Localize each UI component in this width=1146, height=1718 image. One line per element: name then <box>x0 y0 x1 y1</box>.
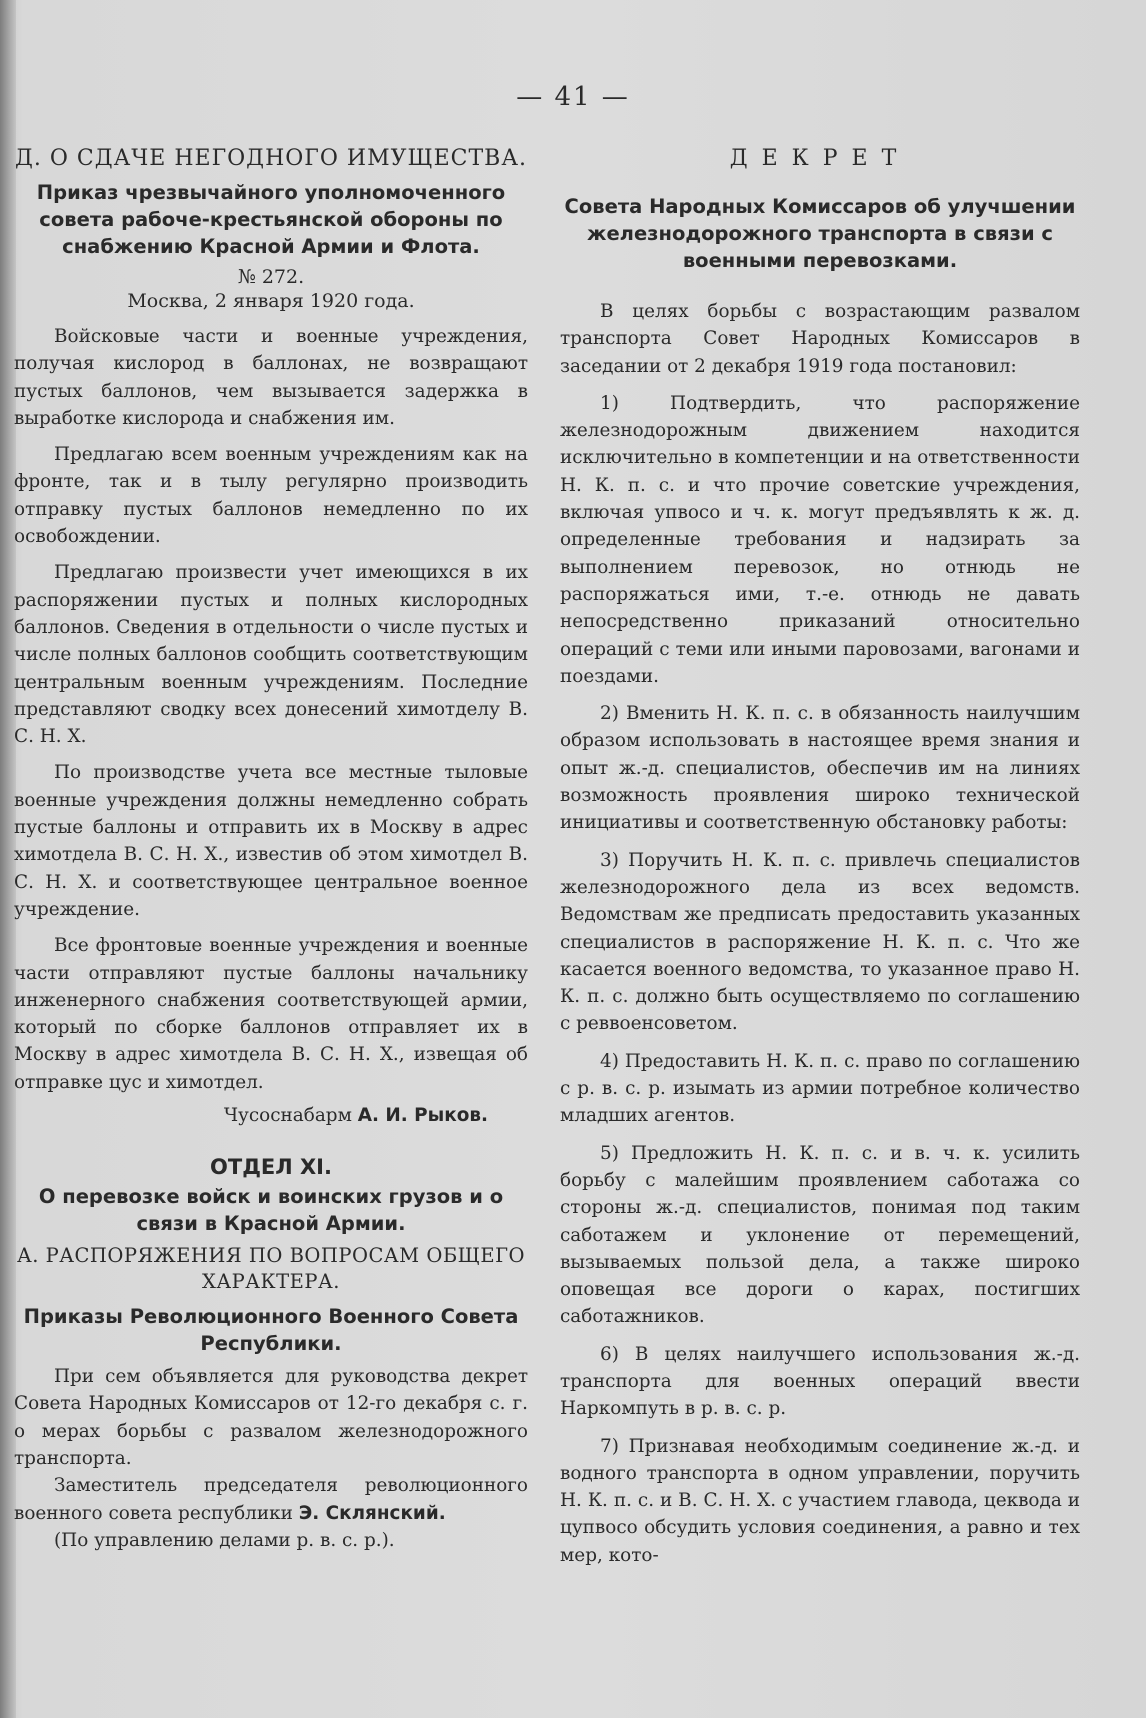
department-heading: ОТДЕЛ XI. <box>210 1155 332 1180</box>
deputy-text: Заместитель председателя революционного военного совета республики <box>14 1475 528 1524</box>
left-column <box>14 146 528 1554</box>
decree-item: 4) Предоставить Н. К. п. с. право по соглашению с р. в. с. р. изымать из армии потребное количество младших агентов. <box>560 1050 1080 1127</box>
deputy-name: Э. Склянский. <box>298 1502 446 1524</box>
decree-heading: Совета Народных Комиссаров об улучшении железнодорожного транспорта в связи с военными перевозками. <box>564 195 1076 272</box>
order-heading: Приказ чрезвычайного уполномоченного совета рабоче-крестьянской обороны по снабжению Красной Армии и Флота. <box>36 181 506 258</box>
orders-heading: Приказы Революционного Военного Совета Республики. <box>23 1305 519 1356</box>
decree-item: 7) Признавая необходимым соединение ж.-д. и водного транспорта в одном управлении, поручить Н. К. п. с. и В. С. Н. Х. с участием главода, цекводa и цупвосо обсудить условия соединения, а равно и тех мер, кото- <box>560 1435 1080 1566</box>
signature <box>14 1102 488 1129</box>
department-subtitle: О перевозке войск и воинских грузов и о связи в Красной Армии. <box>38 1185 504 1236</box>
paragraph: По производстве учета все местные тыловые военные учреждения должны немедленно собрать пустые баллоны и отправить их в Москву в адрес химотдела В. С. Н. Х., известив об этом химотдел В. С. Н. Х. и соответствующее центральное военное учреждение. <box>14 762 528 920</box>
subsection-title: А. РАСПОРЯЖЕНИЯ ПО ВОПРОСАМ ОБЩЕГО ХАРАКТЕРА. <box>16 1244 526 1294</box>
announcement: При сем объявляется для руководства декрет Совета Народных Комиссаров от 12-го декабря с. г. о мерах борьбы с развалом железнодорожного транспорта. <box>14 1366 528 1469</box>
signature-name: А. И. Рыков. <box>357 1105 488 1127</box>
decree-item: 6) В целях наилучшего использования ж.-д. транспорта для военных операций ввести Наркомпуть в р. в. с. р. <box>560 1343 1080 1420</box>
signature-role: Чусоснабарм <box>223 1105 352 1127</box>
paragraph: Все фронтовые военные учреждения и военные части отправляют пустые баллоны начальнику инженерного снабжения соответствующей армии, который по сборке баллонов отправляет их в Москву в адрес химотдела В. С. Н. Х., извещая об отправке цус и химотдел. <box>14 935 528 1093</box>
paragraph: Предлагаю всем военным учреждениям как на фронте, так и в тылу регулярно производить отправку пустых баллонов немедленно по их освобождении. <box>14 444 528 548</box>
right-column <box>560 146 1080 1579</box>
decree-title: ДЕКРЕТ <box>729 146 911 171</box>
decree-item: 1) Подтвердить, что распоряжение железнодорожным движением находится исключительно в компетенции и на ответственности Н. К. п. с. и что прочие советские учреждения, включая упвосо и ч. к. могут предъявлять к ж. д. определенные требования и надзирать за выполнением перевозок, но отнюдь не распоряжаться ими, т.-е. отнюдь не давать непосредственно приказаний относительно операций с теми или иными паровозами, вагонами и поездами. <box>560 392 1080 687</box>
order-number: № 272. <box>237 266 305 288</box>
decree-item: 3) Поручить Н. К. п. с. привлечь специалистов железнодорожного дела из всех ведомств. Ведомствам же предписать предоставить указанных специалистов в распоряжение Н. К. п. с. Что же касается военного ведомства, то указанное право Н. К. п. с. должно быть осуществляемо по соглашению с реввоенсоветом. <box>560 849 1080 1035</box>
decree-intro: В целях борьбы с возрастающим развалом транспорта Совет Народных Комиссаров в заседании от 2 декабря 1919 года постановил: <box>560 301 1080 377</box>
paragraph: Войсковые части и военные учреждения, получая кислород в баллонах, не возвращают пустых баллонов, чем вызывается задержка в выработке кислорода и снабжения им. <box>14 326 528 429</box>
deputy-signature <box>14 1472 528 1527</box>
decree-item: 2) Вменить Н. К. п. с. в обязанность наилучшим образом использовать в настоящее время знания и опыт ж.-д. специалистов, обеспечив им на линиях возможность проявления широко технической инициативы и соответственную обстановку работы: <box>560 703 1080 834</box>
section-title: Д. О СДАЧЕ НЕГОДНОГО ИМУЩЕСТВА. <box>15 146 527 171</box>
page-number: — 41 — <box>516 82 630 112</box>
place-date: Москва, 2 января 1920 года. <box>127 290 415 312</box>
paragraph: Предлагаю произвести учет имеющихся в их распоряжении пустых и полных кислородных баллонов. Сведения в отдельности о числе пустых и числе полных баллонов сообщить соответствующим центральным военным учреждениям. Последние представляют сводку всех донесений химотделу В. С. Н. Х. <box>14 562 528 748</box>
note: (По управлению делами р. в. с. р.). <box>54 1529 395 1551</box>
decree-item: 5) Предложить Н. К. п. с. и в. ч. к. усилить борьбу с малейшим проявлением саботажа со стороны ж.-д. специалистов, понимая под таким саботажем и уклонение от перемещений, вызываемых пользой дела, а также широко оповещая все дороги о карах, постигших саботажников. <box>560 1142 1080 1328</box>
